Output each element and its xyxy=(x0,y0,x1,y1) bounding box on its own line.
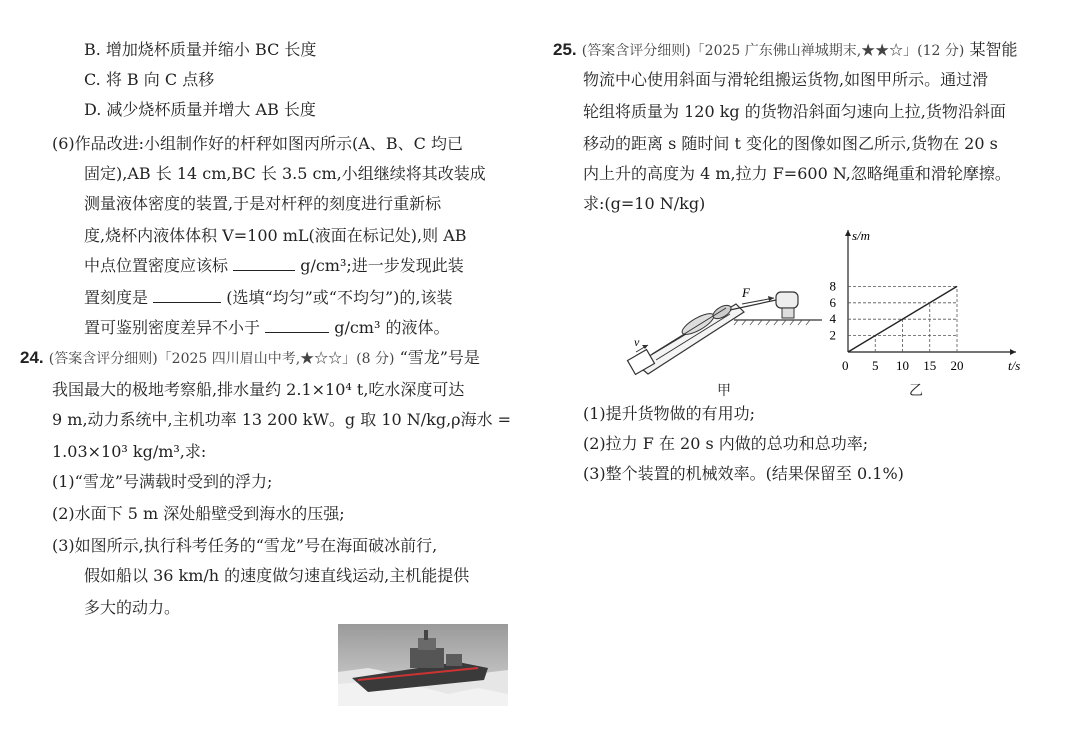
q25-line-4: 移动的距离 s 随时间 t 变化的图像如图乙所示,货物在 20 s xyxy=(583,134,998,153)
q24-header xyxy=(20,348,480,369)
q25-line-5: 内上升的高度为 4 m,拉力 F=600 N,忽略绳重和滑轮摩擦。 xyxy=(583,164,1011,183)
label-F: F xyxy=(742,285,750,300)
q6-line-7 xyxy=(84,318,449,338)
q24-sub-2: (2)水面下 5 m 深处船壁受到海水的压强; xyxy=(52,504,345,523)
q6-line-6-post: (选填“均匀”或“不均匀”)的,该装 xyxy=(226,288,453,307)
q25-meta: (答案含评分细则)「2025 广东佛山禅城期末,★★☆」(12 分) xyxy=(581,43,965,59)
q6-line-6-text: 置刻度是 xyxy=(84,288,149,307)
answer-blank-min-density[interactable] xyxy=(265,318,329,333)
x-tick-label-20: 20 xyxy=(950,358,964,373)
q6-line-5-unit: g/cm³;进一步发现此装 xyxy=(300,256,464,275)
q24-head-text: “雪龙”号是 xyxy=(399,348,480,367)
x-axis-label: t/s xyxy=(1008,358,1021,373)
q25-sub-3: (3)整个装置的机械效率。(结果保留至 0.1%) xyxy=(583,464,904,483)
q25-line-3: 轮组将质量为 120 kg 的货物沿斜面匀速向上拉,货物沿斜面 xyxy=(583,102,1006,121)
q6-line-1: (6)作品改进:小组制作好的杆秤如图丙所示(A、B、C 均已 xyxy=(52,134,463,153)
q24-sub-1: (1)“雪龙”号满载时受到的浮力; xyxy=(52,472,273,491)
q24-sub-3b: 假如船以 36 km/h 的速度做匀速直线运动,主机能提供 xyxy=(84,566,470,585)
label-v: v xyxy=(634,335,640,349)
q6-line-7-post: g/cm³ 的液体。 xyxy=(334,318,450,337)
q25-head-text: 某智能 xyxy=(969,40,1018,59)
answer-blank-density[interactable] xyxy=(233,256,295,271)
q6-line-2: 固定),AB 长 14 cm,BC 长 3.5 cm,小组继续将其改装成 xyxy=(84,164,486,183)
y-tick-label-6: 6 xyxy=(829,294,836,310)
q24-line-3: 9 m,动力系统中,主机功率 13 200 kW。g 取 10 N/kg,ρ海水 = xyxy=(52,410,512,429)
answer-blank-uniform[interactable] xyxy=(153,288,221,303)
x-tick-label-15: 15 xyxy=(923,358,937,373)
q24-meta: (答案含评分细则)「2025 四川眉山中考,★☆☆」(8 分) xyxy=(48,351,395,367)
figure-yi-st-chart xyxy=(826,224,1026,376)
q6-line-5-text: 中点位置密度应该标 xyxy=(84,256,229,275)
q24-line-2: 我国最大的极地考察船,排水量约 2.1×10⁴ t,吃水深度可达 xyxy=(52,380,465,399)
y-tick-label-2: 2 xyxy=(829,327,836,343)
option-b: B. 增加烧杯质量并缩小 BC 长度 xyxy=(84,40,317,59)
q25-line-6: 求:(g=10 N/kg) xyxy=(583,194,706,213)
option-c: C. 将 B 向 C 点移 xyxy=(84,70,215,89)
x-tick-label-10: 10 xyxy=(896,358,909,373)
y-axis-arrow xyxy=(845,230,851,236)
x-axis-arrow xyxy=(1010,349,1016,355)
icebreaker-photo xyxy=(338,624,508,706)
x-tick-label-5: 5 xyxy=(872,358,879,373)
q24-line-4: 1.03×10³ kg/m³,求: xyxy=(52,442,207,461)
figure-yi-caption: 乙 xyxy=(909,383,923,399)
y-tick-label-4: 4 xyxy=(829,311,836,327)
q24-number: 24. xyxy=(20,348,44,367)
figure-jia-incline-pulley xyxy=(626,282,822,380)
origin-label: 0 xyxy=(842,358,849,373)
q24-sub-3a: (3)如图所示,执行科考任务的“雪龙”号在海面破冰前行, xyxy=(52,536,438,555)
y-tick-label-8: 8 xyxy=(829,278,836,294)
q6-line-4: 度,烧杯内液体体积 V=100 mL(液面在标记处),则 AB xyxy=(84,226,467,245)
q25-sub-2: (2)拉力 F 在 20 s 内做的总功和总功率; xyxy=(583,434,869,453)
q6-line-5 xyxy=(84,256,464,276)
q6-line-7-text: 置可鉴别密度差异不小于 xyxy=(84,318,261,337)
q6-line-6 xyxy=(84,288,453,308)
q25-number: 25. xyxy=(553,40,577,59)
q6-line-3: 测量液体密度的装置,于是对杆秤的刻度进行重新标 xyxy=(84,194,442,213)
option-d: D. 减少烧杯质量并增大 AB 长度 xyxy=(84,100,316,119)
q25-header xyxy=(553,40,1017,61)
q24-sub-3c: 多大的动力。 xyxy=(84,598,181,617)
figure-jia-caption: 甲 xyxy=(717,383,731,399)
q25-sub-1: (1)提升货物做的有用功; xyxy=(583,404,756,423)
y-axis-label: s/m xyxy=(852,228,871,243)
q25-line-2: 物流中心使用斜面与滑轮组搬运货物,如图甲所示。通过滑 xyxy=(583,70,989,89)
